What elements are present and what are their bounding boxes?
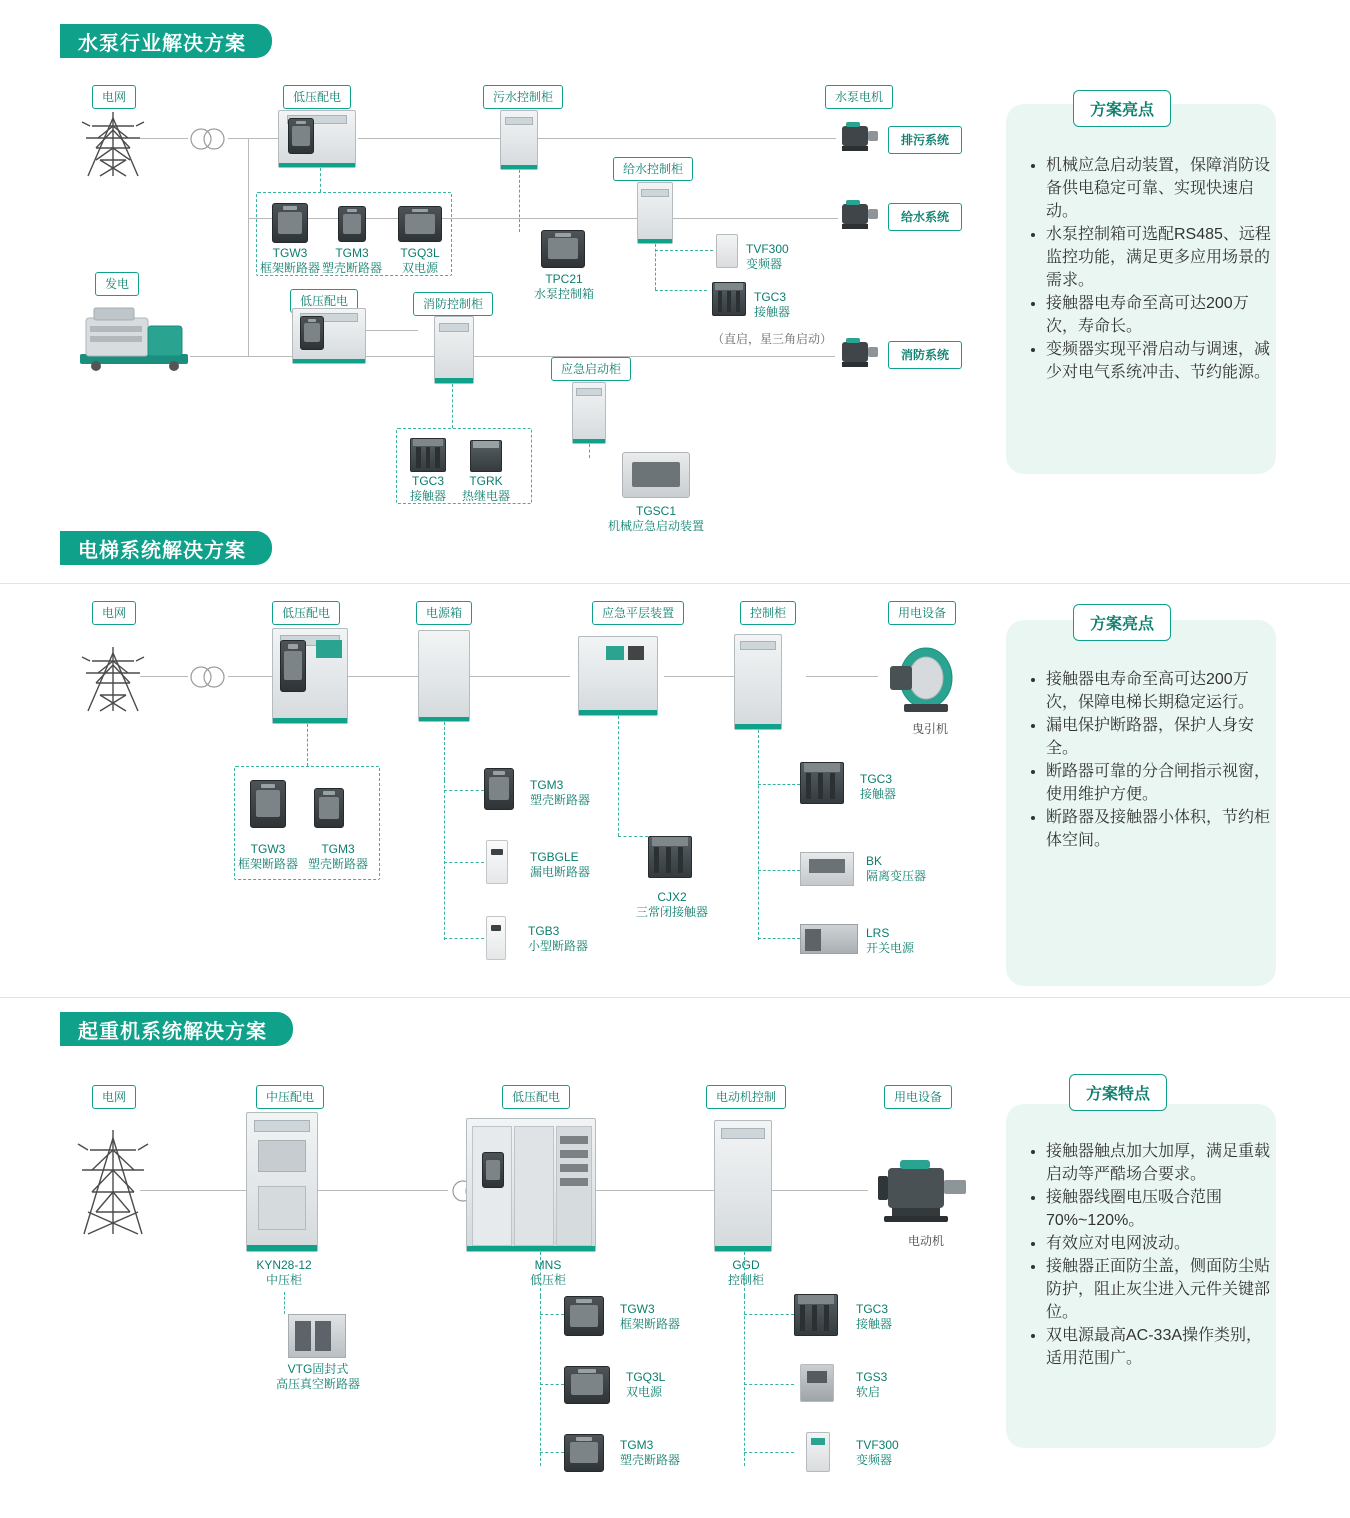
- caption-crane-tvf300: TVF300 变频器: [856, 1438, 899, 1467]
- caption-crane-tgq3l: TGQ3L 双电源: [626, 1370, 666, 1399]
- caption-elev-tgm3: TGM3 塑壳断路器: [530, 778, 591, 807]
- system-water: 给水系统: [888, 203, 962, 231]
- system-fire: 消防系统: [888, 341, 962, 369]
- caption-kyn28: KYN28-12 中压柜: [256, 1258, 312, 1287]
- caption-cjx2: CJX2 三常闭接触器: [635, 890, 708, 919]
- dash-emerg-to-tgsc1: [589, 444, 590, 458]
- dash-ctrl-down: [758, 730, 759, 940]
- mns-section-3: [556, 1126, 592, 1246]
- tag-generator: 发电: [95, 272, 139, 296]
- caption-elev-tgm3-left: TGM3 塑壳断路器: [307, 842, 368, 871]
- generator-icon: [74, 296, 194, 372]
- caption-vtg: VTG固封式 高压真空断路器: [275, 1362, 360, 1391]
- dash-box-down-2: [444, 780, 445, 940]
- caption-lrs: LRS 开关电源: [866, 926, 915, 955]
- dash-to-tvf300: [655, 250, 713, 251]
- transformer-icon-2: [186, 664, 232, 690]
- device-elev-tgm3: [484, 768, 514, 810]
- dash-to-cjx2: [618, 836, 648, 837]
- mns-module-1: [560, 1136, 588, 1144]
- line-lv-down: [248, 138, 249, 356]
- tag-emergency-start: 应急启动柜: [551, 357, 631, 381]
- tag-pump-motor: 水泵电机: [825, 85, 893, 109]
- crane-highlight-item: • 接触器触点加大加厚，满足重载启动等严酷场合要求。: [1046, 1138, 1276, 1184]
- caption-ggd: GGD 控制柜: [727, 1258, 764, 1287]
- power-pylon-icon-3: [74, 1126, 152, 1238]
- transformer-icon: [186, 126, 232, 152]
- line-lv-to-sewage: [358, 138, 836, 139]
- crane-highlight-list: [1006, 1122, 1276, 1384]
- dash-to-crane-tgq3l: [540, 1384, 564, 1385]
- line-lv3-to-ggd: [596, 1190, 714, 1191]
- tag-lv-dist-2: 低压配电: [290, 289, 358, 313]
- caption-tgs3: TGS3 软启: [856, 1370, 888, 1399]
- ggd-cabinet: [714, 1120, 772, 1252]
- caption-tgm3: TGM3 塑壳断路器: [321, 246, 382, 275]
- tag-grid: 电网: [92, 85, 136, 109]
- water-supply-cabinet: [637, 182, 673, 244]
- device-crane-tgq3l: [564, 1366, 610, 1404]
- tag-motor-ctrl: 电动机控制: [706, 1085, 786, 1109]
- section-title-pump: 水泵行业解决方案: [60, 24, 272, 58]
- pump-motor-1-icon: [838, 118, 882, 156]
- pump-motor-3-icon: [838, 334, 882, 372]
- caption-tgc3-2: TGC3 接触器: [409, 474, 446, 503]
- tag-control-cab: 控制柜: [740, 601, 796, 625]
- dash-mns-down-2: [540, 1296, 541, 1466]
- elevator-power-box: [418, 630, 470, 722]
- crane-highlight-item: • 双电源最高AC-33A操作类别，适用范围广。: [1046, 1322, 1276, 1368]
- device-vtg: [288, 1314, 346, 1358]
- system-sewage: 排污系统: [888, 126, 962, 154]
- fire-control-cabinet: [434, 316, 474, 384]
- dash-ggd-down: [744, 1252, 745, 1296]
- power-pylon-icon: [76, 108, 150, 180]
- pump-highlight-item: • 接触器电寿命至高可达200万次，寿命长。: [1046, 290, 1276, 336]
- dash-mns-down: [540, 1252, 541, 1296]
- caption-tgbgle: TGBGLE 漏电断路器: [530, 850, 591, 879]
- line-ggd-to-motor: [772, 1190, 868, 1191]
- pump-motor-2-icon: [838, 196, 882, 234]
- section-title-crane: 起重机系统解决方案: [60, 1012, 293, 1046]
- line-fire-bus: [190, 356, 835, 357]
- divider-2: [0, 997, 1350, 998]
- tag-power-box: 电源箱: [416, 601, 472, 625]
- dash-to-crane-tgw3: [540, 1314, 564, 1315]
- device-crane-tgc3: [794, 1294, 838, 1336]
- caption-mns: MNS 低压柜: [529, 1258, 566, 1287]
- caption-tgw3: TGW3 框架断路器: [259, 246, 320, 275]
- device-crane-tgw3: [564, 1296, 604, 1336]
- elevator-highlight-list: [1006, 650, 1276, 866]
- caption-tgrk: TGRK 热继电器: [461, 474, 510, 503]
- caption-crane-tgm3: TGM3 塑壳断路器: [620, 1438, 681, 1467]
- pump-start-note: （直启，星三角启动）: [712, 332, 833, 346]
- tag-lv-dist-elev: 低压配电: [272, 601, 340, 625]
- device-tgrk: [470, 440, 502, 472]
- line-grid3-to-mv: [140, 1190, 250, 1191]
- dash-to-tgm3: [444, 790, 484, 791]
- device-tgb3: [486, 916, 506, 960]
- mns-module-4: [560, 1178, 588, 1186]
- line-lv2-to-fire: [358, 330, 418, 331]
- caption-tgb3: TGB3 小型断路器: [528, 924, 589, 953]
- tag-water-cabinet: 给水控制柜: [613, 157, 693, 181]
- device-bk: [800, 852, 854, 886]
- mns-module-2: [560, 1150, 588, 1158]
- elevator-highlight-item: • 漏电保护断路器，保护人身安全。: [1046, 712, 1276, 758]
- tag-mv-dist: 中压配电: [256, 1085, 324, 1109]
- line-box-to-lev: [470, 676, 570, 677]
- dash-to-crane-tgc3: [744, 1314, 794, 1315]
- device-cjx2: [648, 836, 692, 878]
- dash-box-down: [444, 722, 445, 780]
- caption-crane-motor: 电动机: [907, 1234, 944, 1248]
- caption-tpc21: TPC21 水泵控制箱: [533, 272, 594, 301]
- caption-elev-tgw3: TGW3 框架断路器: [237, 842, 298, 871]
- power-pylon-icon-2: [76, 640, 150, 718]
- dash-lv1-to-group: [320, 168, 321, 192]
- tag-lv-dist-1: 低压配电: [283, 85, 351, 109]
- device-tgw3: [272, 203, 308, 243]
- pump-highlight-item: • 变频器实现平滑启动与调速，减少对电气系统冲击、节约能源。: [1046, 336, 1276, 382]
- crane-highlight-item: • 接触器正面防尘盖，侧面防尘贴防护，阻止灰尘进入元件关键部位。: [1046, 1253, 1276, 1322]
- crane-highlight-title: 方案特点: [1069, 1074, 1167, 1111]
- tag-leveling: 应急平层装置: [592, 601, 684, 625]
- elevator-highlight-title: 方案亮点: [1073, 604, 1171, 641]
- dash-ggd-down-2: [744, 1296, 745, 1466]
- mns-module-3: [560, 1164, 588, 1172]
- device-tgm3: [338, 206, 366, 242]
- elevator-highlight-item: • 接触器电寿命至高可达200万次，保障电梯长期稳定运行。: [1046, 666, 1276, 712]
- device-elev-tgc3: [800, 762, 844, 804]
- leveling-display: [628, 646, 644, 660]
- elevator-highlight-item: • 断路器及接触器小体积，节约柜体空间。: [1046, 804, 1276, 850]
- divider-1: [0, 583, 1350, 584]
- dash-leveling-down: [618, 716, 619, 836]
- line-tr-to-lv2: [228, 676, 276, 677]
- tag-sewage-cabinet: 污水控制柜: [483, 85, 563, 109]
- pump-highlight-list: [1006, 136, 1276, 398]
- caption-tgc3: TGC3 接触器: [754, 290, 791, 319]
- tag-lv-dist-3: 低压配电: [502, 1085, 570, 1109]
- dash-to-lrs: [758, 938, 800, 939]
- elevator-highlight-item: • 断路器可靠的分合闸指示视窗，使用维护方便。: [1046, 758, 1276, 804]
- device-tgc3: [712, 282, 746, 316]
- crane-highlight-item: • 接触器线圈电压吸合范围70%~120%。: [1046, 1184, 1276, 1230]
- elevator-control-cabinet: [734, 634, 782, 730]
- dash-to-crane-tvf300: [744, 1452, 794, 1453]
- caption-elev-tgc3: TGC3 接触器: [860, 772, 897, 801]
- line-ctrl-to-load: [806, 676, 878, 677]
- line-lv2-to-box: [348, 676, 420, 677]
- mv-cabinet: [246, 1112, 318, 1252]
- section-title-elevator: 电梯系统解决方案: [60, 531, 272, 565]
- dash-to-tgs3: [744, 1384, 794, 1385]
- tag-load-equip-2: 用电设备: [884, 1085, 952, 1109]
- line-mv-to-tr: [318, 1190, 448, 1191]
- pump-highlight-item: • 水泵控制箱可选配RS485、远程监控功能，满足更多应用场景的需求。: [1046, 221, 1276, 290]
- leveling-indicator: [606, 646, 624, 660]
- emergency-start-cabinet: [572, 382, 606, 444]
- dash-to-tgb3: [444, 938, 484, 939]
- caption-tgq3l: TGQ3L 双电源: [400, 246, 440, 275]
- line-lev-to-ctrl: [664, 676, 736, 677]
- tag-fire-cabinet: 消防控制柜: [413, 292, 493, 316]
- caption-crane-tgw3: TGW3 框架断路器: [620, 1302, 681, 1331]
- mv-cabinet-panel: [258, 1140, 306, 1172]
- mns-breaker: [482, 1152, 504, 1188]
- traction-machine-icon: [882, 640, 962, 718]
- caption-tvf300: TVF300 变频器: [746, 242, 789, 271]
- device-lrs: [800, 924, 858, 954]
- device-tgs3: [800, 1364, 834, 1402]
- dash-to-tgbgle: [444, 862, 484, 863]
- mns-section-2: [514, 1126, 554, 1246]
- dash-to-crane-tgm3: [540, 1452, 564, 1453]
- device-tgbgle: [486, 840, 508, 884]
- elevator-lv-meter: [316, 640, 342, 658]
- device-elev-tgw3: [250, 780, 286, 828]
- device-tgc3-2: [410, 438, 446, 472]
- tag-grid-3: 电网: [92, 1085, 136, 1109]
- lv-cabinet-2-breaker: [300, 316, 324, 350]
- device-tgq3l: [398, 206, 442, 242]
- dash-to-bk: [758, 870, 800, 871]
- mv-cabinet-compartment: [258, 1186, 306, 1230]
- tag-grid-2: 电网: [92, 601, 136, 625]
- pump-highlight-item: • 机械应急启动装置，保障消防设备供电稳定可靠、实现快速启动。: [1046, 152, 1276, 221]
- caption-tgsc1: TGSC1 机械应急启动装置: [607, 504, 704, 533]
- device-tvf300: [716, 234, 738, 268]
- tag-load-equip: 用电设备: [888, 601, 956, 625]
- dash-to-tgc3: [655, 290, 707, 291]
- dash-to-elev-tgc3: [758, 784, 800, 785]
- device-crane-tvf300: [806, 1432, 830, 1472]
- caption-crane-tgc3: TGC3 接触器: [856, 1302, 893, 1331]
- crane-highlight-item: • 有效应对电网波动。: [1046, 1230, 1276, 1253]
- dash-sewage-to-tpc21: [519, 170, 520, 232]
- lv-cabinet-1-breaker: [288, 118, 314, 154]
- device-elev-tgm3-left: [314, 788, 344, 828]
- sewage-control-cabinet: [500, 110, 538, 170]
- dash-mv-to-vtg: [284, 1292, 285, 1314]
- device-crane-tgm3: [564, 1434, 604, 1472]
- elevator-lv-breaker: [280, 640, 306, 692]
- crane-motor-icon: [872, 1152, 976, 1228]
- dash-lv-to-group-2: [307, 724, 308, 766]
- device-tpc21: [541, 230, 585, 268]
- pump-highlight-title: 方案亮点: [1073, 90, 1171, 127]
- device-tgsc1: [622, 452, 690, 498]
- caption-traction: 曳引机: [911, 722, 948, 736]
- dash-fire-to-group: [452, 384, 453, 428]
- caption-bk: BK 隔离变压器: [866, 854, 927, 883]
